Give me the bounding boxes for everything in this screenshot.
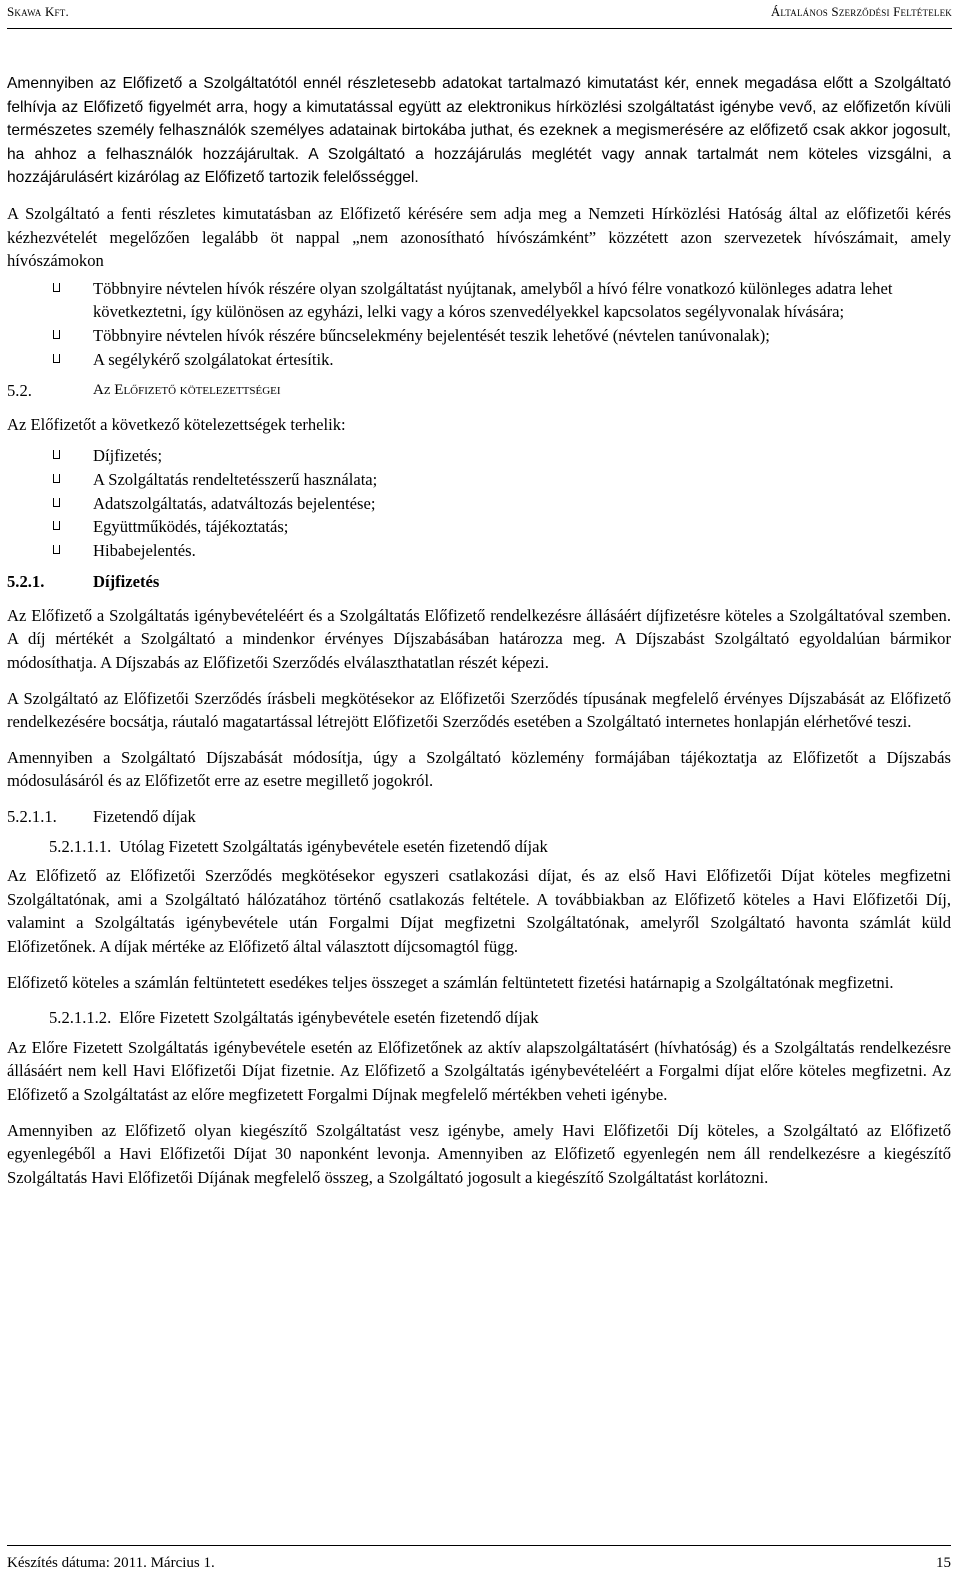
section-heading-5-2-1-1-2 <box>49 1006 951 1030</box>
paragraph-intro-1: Amennyiben az Előfizető a Szolgáltatótól ennél részletesebb adatokat tartalmazó kimutatást kér, ennek megadása előtt a Szolgáltató felhívja az Előfizető figyelmét arra, hogy a kimutatással együtt az elektronikus hírközlési szolgáltatást igénybe vevő, az előfizetőn kívüli természetes személy felhasználók személyes adatainak birtokába juthat, és ezeknek a megismerésére az előfizető csak akkor jogosult, ha ahhoz a felhasználók hozzájárultak. A Szolgáltató a hozzájárulás meglétét vagy annak tartalmát nem köteles vizsgálni, a hozzájárulásért kizárólag az Előfizető tartozik felelősséggel. <box>7 75 951 187</box>
section-heading-5-2-1-1 <box>7 805 951 829</box>
list-item-text: Többnyire névtelen hívók részére olyan szolgáltatást nyújtanak, amelyből a hívó félre vonatkozó különleges adatra lehet következtetni, így különösen az egyházi, lelki vagy a kóros szenvedélyekkel kapcsolatos segélyvonalak hívására; <box>93 278 893 322</box>
paragraph-5-2-1-c: Amennyiben a Szolgáltató Díjszabását módosítja, úgy a Szolgáltató közlemény formájában tájékoztatja az Előfizetőt a Díjszabás módosulásáról és az Előfizetőt erre az esetre megillető jogokról. <box>7 747 951 791</box>
paragraph-5-2-1-1-1-a: Az Előfizető az Előfizetői Szerződés megkötésekor egyszeri csatlakozási díjat, és az első Havi Előfizetői Díjat köteles megfizetni Szolgáltatónak, ami a Szolgáltató hálózatához történő csatlakozás feltétele. A továbbiakban az Előfizető köteles a Havi Előfizetői Díj, valamint a Szolgáltatás igénybevétele után Forgalmi Díjat megfizetni Szolgáltatónak, amelyről Szolgáltató havonta számlát küld Előfizetőnek. A díjak mértéke az Előfizető által választott díjcsomagtól függ. <box>7 866 951 956</box>
bullet-marker-icon <box>53 450 60 459</box>
bullet-marker-icon <box>53 354 60 363</box>
list-item <box>7 515 951 539</box>
section-heading-5-2-1 <box>7 570 951 594</box>
list-item-text: Díjfizetés; <box>93 446 163 466</box>
document-body <box>7 72 951 1201</box>
bullet-marker-icon <box>53 330 60 339</box>
bullet-marker-icon <box>53 283 60 292</box>
list-item-text: A Szolgáltatás rendeltetésszerű használata; <box>93 469 378 489</box>
paragraph-5-2-1-1-2-a: Az Előre Fizetett Szolgáltatás igénybevétele esetén az Előfizetőnek az aktív alapszolgáltatásért (hívhatóság) és a Szolgáltatás rendelkezésre állásáért nem kell Havi Előfizetői Díjat fizetnie. Az Előfizető a Szolgáltatás igénybevételéért a Forgalmi díjat előre köteles megfizetni. Az Előfizető a Szolgáltatást az előre megfizetett Forgalmi Díjnak megfelelő mértékben veheti igénybe. <box>7 1037 951 1104</box>
paragraph-5-2-1-a: Az Előfizető a Szolgáltatás igénybevételéért és a Szolgáltatás Előfizető rendelkezésre állásáért díjfizetésre köteles a Szolgáltatóval szemben. A díj mértékét a Szolgáltató a mindenkor érvényes Díjszabásában határozza meg. A Díjszabást Szolgáltató egyoldalúan bármikor módosíthatja. A Díjszabás az Előfizetői Szerződés elválaszthatatlan részét képezi. <box>7 605 951 673</box>
page-header <box>7 0 952 29</box>
list-item-text: Többnyire névtelen hívók részére bűncselekmény bejelentését teszik lehetővé (névtelen tanúvonalak); <box>93 325 770 345</box>
page-footer <box>7 1545 951 1576</box>
section-number: 5.2.1.1.2. <box>49 1008 112 1028</box>
section-title: Díjfizetés <box>93 572 160 592</box>
paragraph-5-2-1-b: A Szolgáltató az Előfizetői Szerződés írásbeli megkötésekor az Előfizetői Szerződés típusának megfelelő érvényes Díjszabását az Előfizető rendelkezésére bocsátja, ráutaló magatartással létrejött Előfizetői Szerződés esetében a Szolgáltató internetes honlapján elérhetővé teszi. <box>7 688 951 732</box>
list-item <box>7 324 951 348</box>
list-item <box>7 539 951 563</box>
section-number: 5.2. <box>7 381 32 401</box>
section-title: Az Előfizető kötelezettségei <box>93 382 281 399</box>
section-heading-5-2-1-1-1 <box>49 835 951 859</box>
list-item-text: Adatszolgáltatás, adatváltozás bejelentése; <box>93 493 376 513</box>
list-item-text: Együttműködés, tájékoztatás; <box>93 517 289 537</box>
bullet-list-obligations <box>7 444 951 562</box>
bullet-marker-icon <box>53 474 60 483</box>
list-item-text: Hibabejelentés. <box>93 540 196 560</box>
header-company: Skawa Kft. <box>7 4 69 19</box>
section-title: Előre Fizetett Szolgáltatás igénybevétele esetén fizetendő díjak <box>119 1008 539 1028</box>
header-document-title: Általános Szerződési Feltételek <box>770 4 952 19</box>
section-heading-5-2 <box>7 379 951 403</box>
section-number: 5.2.1.1.1. <box>49 836 112 856</box>
obligations-intro: Az Előfizetőt a következő kötelezettségek terhelik: <box>7 414 346 434</box>
paragraph-5-2-1-1-2-b: Amennyiben az Előfizető olyan kiegészítő Szolgáltatást vesz igénybe, amely Havi Előfizetői Díj köteles, a Szolgáltató az Előfizető egyenlegéből a Havi Előfizetői Díjat 30 naponként levonja. Amennyiben az Előfizető egyenlegén nem áll rendelkezésre a kiegészítő Szolgáltatás Havi Előfizetői Díjának megfelelő összeg, a Szolgáltató jogosult a kiegészítő Szolgáltatást korlátozni. <box>7 1120 951 1187</box>
bullet-marker-icon <box>53 521 60 530</box>
section-title: Fizetendő díjak <box>93 807 196 827</box>
list-item <box>7 348 951 372</box>
section-title: Utólag Fizetett Szolgáltatás igénybevétele esetén fizetendő díjak <box>119 836 548 856</box>
list-item <box>7 492 951 516</box>
footer-date: Készítés dátuma: 2011. Március 1. <box>7 1555 215 1571</box>
list-item <box>7 444 951 468</box>
paragraph-intro-2: A Szolgáltató a fenti részletes kimutatásban az Előfizető kérésére sem adja meg a Nemzeti Hírközlési Hatóság által az előfizetői kérés kézhezvételét megelőzően legalább öt nappal „nem azonosítható hívószámként” közzétett azon szervezetek hívószámait, amely hívószámokon <box>7 203 951 271</box>
section-number: 5.2.1. <box>7 572 45 592</box>
list-item <box>7 468 951 492</box>
bullet-marker-icon <box>53 545 60 554</box>
bullet-marker-icon <box>53 498 60 507</box>
paragraph-5-2-1-1-1-b: Előfizető köteles a számlán feltüntetett esedékes teljes összeget a számlán feltüntetett fizetési határnapig a Szolgáltatónak megfizetni. <box>7 972 894 992</box>
page-number: 15 <box>936 1555 951 1571</box>
list-item-text: A segélykérő szolgálatokat értesítik. <box>93 349 334 369</box>
section-number: 5.2.1.1. <box>7 807 57 827</box>
bullet-list-hidden-numbers <box>7 277 951 371</box>
list-item <box>7 277 951 324</box>
